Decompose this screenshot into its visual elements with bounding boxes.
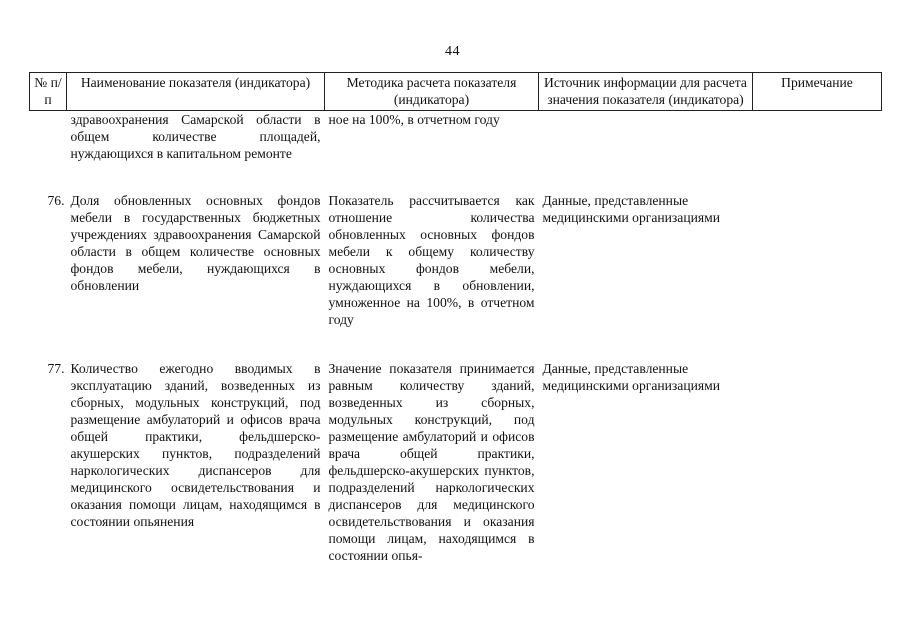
information-source — [539, 111, 753, 163]
header-note: Примечание — [753, 73, 882, 111]
page-number: 44 — [445, 44, 460, 59]
indicators-table — [29, 72, 882, 564]
row-number — [30, 111, 67, 163]
indicator-name: Доля обновленных основных фондов мебели в государственных бюджетных учреждениях здравоохранения Самарской области в общем количестве основных фондов мебели, нуждающихся в обновлении — [70, 193, 321, 293]
calculation-method: ное на 100%, в отчетном году — [328, 112, 500, 127]
table-row — [30, 328, 882, 564]
indicator-name: здравоохранения Самарской области в общем количестве площадей, нуждающихся в капитальном ремонте — [70, 112, 321, 161]
information-source: Данные, представленные медицинскими организациями — [542, 361, 720, 393]
header-indicator-name: Наименование показателя (индикатора) — [67, 73, 325, 111]
header-information-source: Источник информации для расчета значения показателя (индикатора) — [539, 73, 753, 111]
calculation-method: Значение показателя принимается равным количеству зданий, возведенных из сборных, модульных конструкций, под размещение амбулаторий и офисов врача общей практики, фельдшерско-акушерских пунктов, подразделений наркологических диспансеров для медицинского освидетельствования и оказания помощи лицам, находящимся в состоянии опья- — [328, 361, 535, 563]
header-number: № п/п — [30, 73, 67, 111]
table-header-row — [30, 73, 882, 111]
table-row — [30, 111, 882, 163]
row-number: 77. — [47, 361, 65, 376]
indicator-name: Количество ежегодно вводимых в эксплуатацию зданий, возведенных из сборных, модульных конструкций, под размещение амбулаторий и офисов врача общей практики, фельдшерско-акушерских пунктов, подразделений наркологических диспансеров для медицинского освидетельствования и оказания помощи лицам, находящимся в состоянии опьянения — [70, 361, 321, 529]
calculation-method: Показатель рассчитывается как отношение количества обновленных основных фондов мебели к общему количеству основных фондов мебели, нуждающихся в обновлении, умноженное на 100%, в отчетном году — [328, 193, 535, 327]
note — [753, 111, 882, 163]
note — [753, 162, 882, 328]
note — [753, 328, 882, 564]
information-source: Данные, представленные медицинскими организациями — [542, 193, 720, 225]
header-calculation-method: Методика расчета показателя (индикатора) — [325, 73, 539, 111]
row-number: 76. — [47, 193, 65, 208]
table-row — [30, 162, 882, 328]
